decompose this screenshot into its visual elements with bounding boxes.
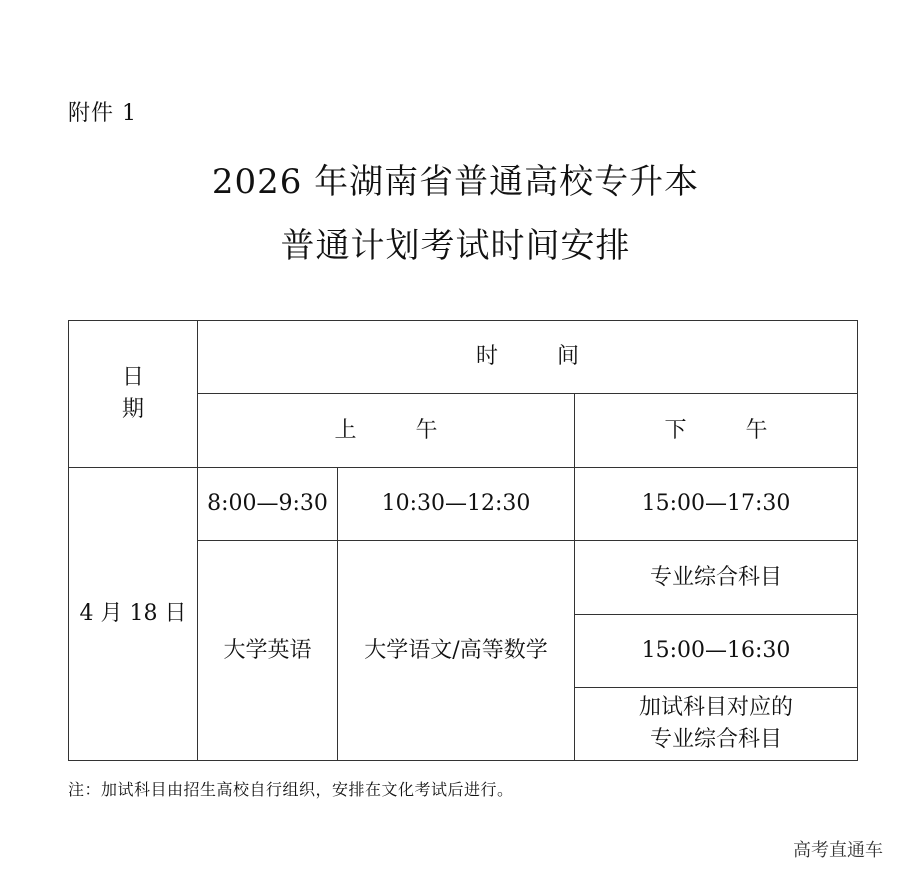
header-morning: 上 午 (198, 394, 575, 468)
header-date: 日 期 (69, 321, 198, 468)
afternoon-slot2-subject (575, 688, 858, 761)
table-row (69, 468, 858, 541)
exam-date-cell: 4 月 18 日 (69, 468, 198, 761)
table-row (69, 321, 858, 394)
watermark-label: 高考直通车 (793, 840, 883, 861)
attachment-label: 附件 1 (68, 101, 137, 126)
morning-slot1-subject: 大学英语 (198, 541, 338, 761)
morning-slot2-time: 10:30—12:30 (338, 468, 575, 541)
footnote: 注：加试科目由招生高校自行组织，安排在文化考试后进行。 (68, 780, 514, 799)
morning-slot1-time: 8:00—9:30 (198, 468, 338, 541)
document-title-line1: 2026 年湖南省普通高校专升本 (211, 162, 700, 202)
afternoon-slot1-subject: 专业综合科目 (575, 541, 858, 615)
header-afternoon: 下 午 (575, 394, 858, 468)
afternoon-slot2-time: 15:00—16:30 (575, 615, 858, 688)
afternoon-slot2-subject-line2: 专业综合科目 (649, 727, 782, 752)
exam-schedule-table (68, 320, 858, 761)
morning-slot2-subject: 大学语文/高等数学 (338, 541, 575, 761)
header-time: 时 间 (198, 321, 858, 394)
afternoon-slot1-time: 15:00—17:30 (575, 468, 858, 541)
afternoon-slot2-subject-line1: 加试科目对应的 (638, 695, 793, 720)
document-title-line2: 普通计划考试时间安排 (280, 226, 631, 266)
